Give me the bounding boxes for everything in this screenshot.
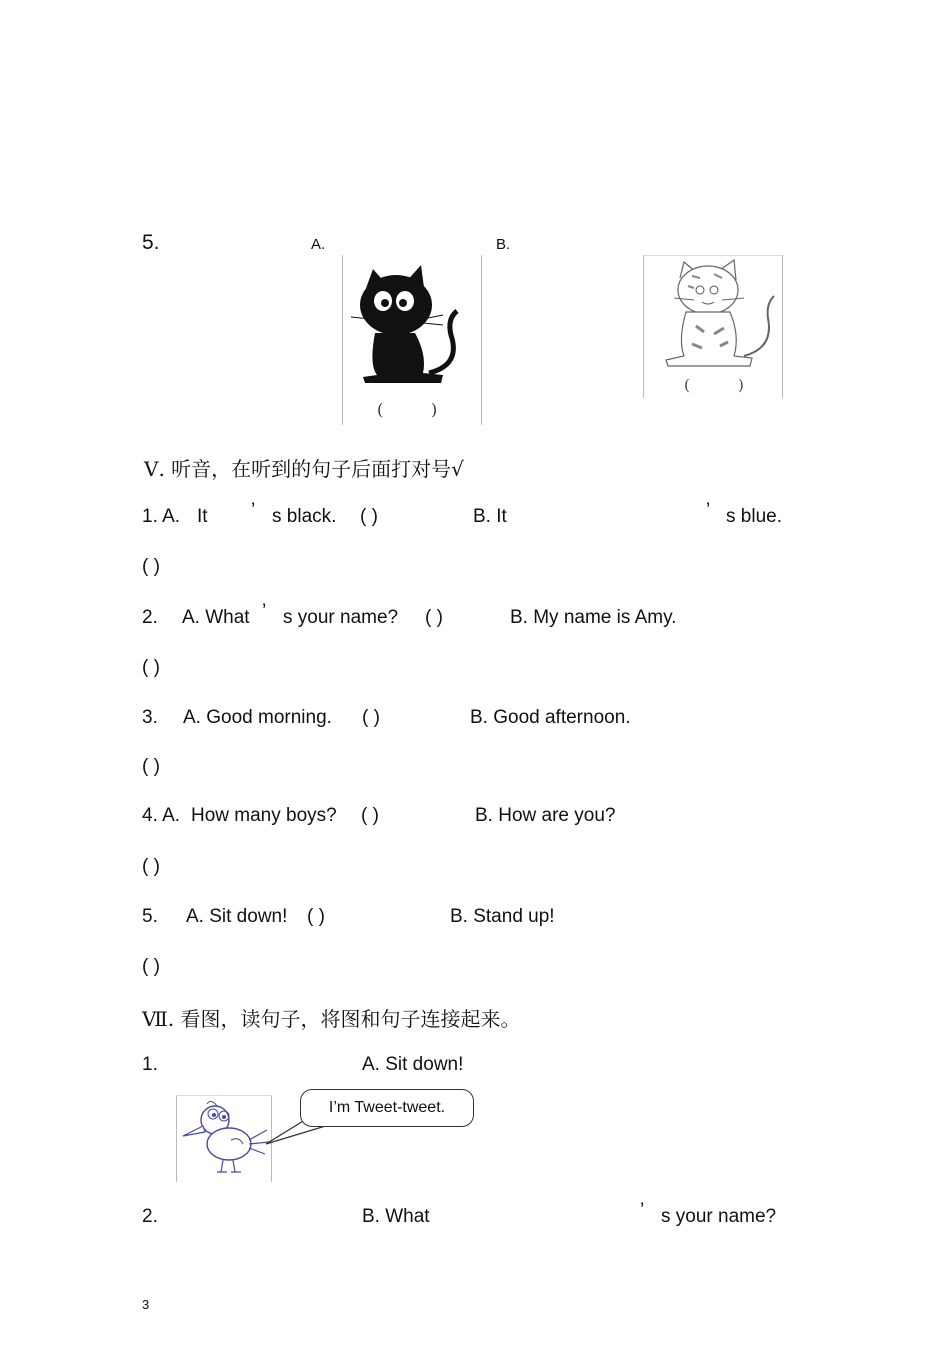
s7-item2-number: 2. bbox=[142, 1206, 158, 1227]
s5-item2-b-paren: ( ) bbox=[142, 657, 160, 678]
speech-bubble bbox=[300, 1089, 474, 1127]
page-number: 3 bbox=[142, 1297, 150, 1312]
s5-item2-a-paren: ( ) bbox=[425, 607, 443, 628]
black-cat-image bbox=[342, 255, 482, 425]
s5-item2-a-rest: s your name? bbox=[283, 607, 399, 628]
s5-item1-a-rest: s black. bbox=[272, 506, 337, 527]
s5-item3-a-paren: ( ) bbox=[362, 707, 380, 728]
svg-text:(: ( bbox=[377, 400, 384, 419]
section-5-title: Ⅴ. 听音，在听到的句子后面打对号√ bbox=[144, 457, 464, 481]
s5-item1-a-paren: ( ) bbox=[360, 506, 378, 527]
s5-item1-b-rest: s blue. bbox=[726, 506, 782, 527]
s5-item1-number: 1. A. bbox=[142, 506, 181, 527]
s5-item4-b-paren: ( ) bbox=[142, 856, 160, 877]
s5-item3-b-paren: ( ) bbox=[142, 756, 160, 777]
s5-item5-number: 5. bbox=[142, 906, 158, 927]
s5-item3-a-text: A. Good morning. bbox=[183, 707, 332, 728]
s5-item4-a-paren: ( ) bbox=[361, 805, 379, 826]
s5-item1-b-paren: ( ) bbox=[142, 556, 160, 577]
s5-item5-b-paren: ( ) bbox=[142, 956, 160, 977]
s5-item2-number: 2. bbox=[142, 607, 158, 628]
s7-item2-rest: s your name? bbox=[661, 1206, 777, 1227]
svg-text:): ) bbox=[431, 400, 438, 419]
speech-bubble-text: I’m Tweet-tweet. bbox=[328, 1099, 446, 1116]
s5-item3-number: 3. bbox=[142, 707, 158, 728]
striped-cat-icon bbox=[644, 256, 782, 398]
s5-item5-a-text: A. Sit down! bbox=[186, 906, 288, 927]
q5-number: 5. bbox=[142, 231, 160, 254]
s7-item2-option: B. What bbox=[362, 1206, 430, 1227]
svg-text:(: ( bbox=[684, 376, 690, 394]
s5-item3-b-label: B. Good afternoon. bbox=[470, 707, 631, 728]
s5-item2-b-label: B. My name is Amy. bbox=[510, 607, 677, 628]
s5-item2-a-text: A. What bbox=[182, 607, 250, 628]
svg-text:): ) bbox=[738, 376, 744, 394]
s5-item5-a-paren: ( ) bbox=[307, 906, 325, 927]
s7-item1-number: 1. bbox=[142, 1054, 158, 1075]
black-cat-icon bbox=[343, 255, 481, 425]
s5-item2-apostrophe: ’ bbox=[262, 601, 267, 622]
q5-option-b: B. bbox=[496, 236, 511, 253]
s7-item1-option: A. Sit down! bbox=[362, 1054, 464, 1075]
s5-item4-b-label: B. How are you? bbox=[475, 805, 616, 826]
section-7-title: Ⅶ. 看图，读句子，将图和句子连接起来。 bbox=[142, 1007, 521, 1031]
s5-item5-b-label: B. Stand up! bbox=[450, 906, 555, 927]
s5-item1-a-text: It bbox=[197, 506, 208, 527]
s5-item1-b-apostrophe: ’ bbox=[706, 500, 711, 521]
striped-cat-image bbox=[643, 255, 783, 398]
s5-item1-apostrophe: ’ bbox=[251, 500, 256, 521]
s5-item1-b-label: B. It bbox=[473, 506, 507, 527]
s5-item4-a-text: How many boys? bbox=[191, 805, 337, 826]
s7-item2-apostrophe: ’ bbox=[640, 1200, 645, 1221]
bird-image bbox=[176, 1095, 272, 1182]
s5-item4-number: 4. A. bbox=[142, 805, 181, 826]
bird-icon bbox=[177, 1096, 271, 1182]
q5-option-a: A. bbox=[311, 236, 326, 253]
